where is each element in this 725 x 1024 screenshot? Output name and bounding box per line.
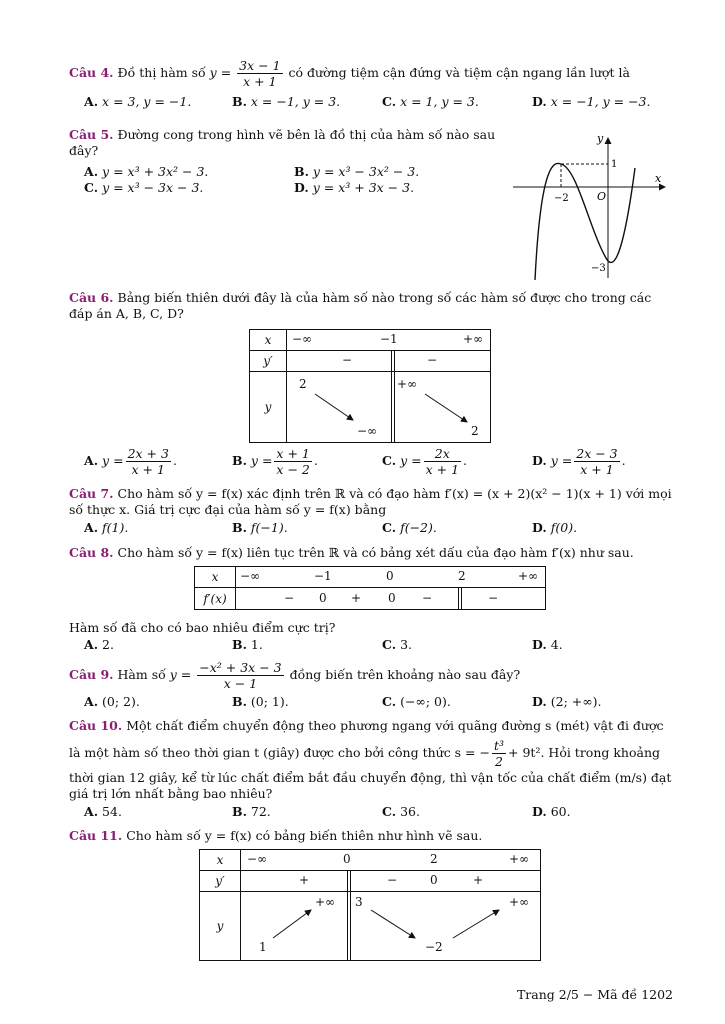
fraction [197, 660, 283, 691]
sign: + [351, 591, 362, 605]
x-value: +∞ [518, 569, 539, 583]
question-10 [69, 718, 674, 734]
question-10-line2 [69, 738, 674, 769]
question-number: Câu 7. [69, 486, 114, 501]
question-text: Cho hàm số y = f(x) liên tục trên ℝ và có bảng xét dấu của đạo hàm f′(x) như sau. [117, 545, 634, 560]
option-text: f(−2). [400, 520, 437, 535]
arrow-down [371, 910, 415, 938]
option-text: 2. [102, 637, 114, 652]
option-label: B. [232, 637, 247, 652]
question-number: Câu 4. [69, 65, 114, 80]
question-text: Đường cong trong hình vẽ bên là đồ thị của hàm số nào sau đây? [69, 127, 496, 158]
x-mark-label: −2 [554, 193, 569, 204]
y-label: y [200, 892, 241, 961]
option-label: B. [232, 94, 247, 109]
formula: y = [169, 667, 192, 682]
option-text: y = x³ + 3x² − 3. [102, 164, 209, 179]
numerator: x + 1 [276, 446, 310, 461]
sign: − [488, 591, 499, 605]
option-b[interactable] [232, 694, 289, 709]
option-d[interactable] [532, 637, 563, 652]
denominator: x + 1 [580, 462, 614, 477]
option-text: y = x³ − 3x − 3. [102, 180, 204, 195]
option-text: 3. [400, 637, 413, 652]
fraction [274, 446, 311, 477]
option-label: A. [84, 94, 99, 109]
y-mark-bottom: −3 [591, 263, 606, 274]
question-10-line3: thời gian 12 giây, kể từ lúc chất điểm bắt đầu chuyển động, thì vận tốc của chất điểm (m/s) đạt giá trị lớn nhất bằng bao nhiêu? [69, 770, 672, 801]
x-label: x [200, 850, 241, 871]
question-text: là một hàm số theo thời gian t (giây) được cho bởi công thức s = − [69, 745, 490, 760]
fraction [126, 446, 171, 477]
option-a[interactable] [84, 164, 208, 179]
double-bar [391, 351, 395, 371]
option-c[interactable] [382, 94, 479, 109]
option-label: D. [532, 520, 547, 535]
fraction [237, 58, 282, 89]
option-text: y = x³ − 3x² − 3. [312, 164, 420, 179]
option-text: x = −1, y = −3. [550, 94, 651, 109]
option-label: C. [382, 520, 397, 535]
x-value: −∞ [247, 852, 268, 866]
denominator: x − 2 [276, 462, 310, 477]
question-5 [69, 127, 499, 159]
x-value: −1 [380, 332, 398, 346]
option-a[interactable] [84, 804, 122, 819]
y-value: 1 [259, 940, 267, 954]
option-lhs: y = [400, 453, 422, 468]
option-b[interactable] [232, 520, 288, 535]
question-number: Câu 5. [69, 127, 114, 142]
cubic-graph [505, 128, 680, 286]
yp-row [287, 351, 491, 372]
double-bar [458, 588, 462, 609]
yp-label: y′ [250, 351, 287, 372]
option-label: D. [532, 804, 547, 819]
option-lhs: y = [250, 453, 273, 468]
option-b[interactable]: B. y = $\frac{x + 1}{x - 2}$ . [232, 446, 318, 477]
option-a[interactable] [84, 694, 140, 709]
denominator: x + 1 [131, 462, 165, 477]
question-number: Câu 11. [69, 828, 123, 843]
question-number: Câu 8. [69, 545, 114, 560]
option-b[interactable] [294, 164, 419, 179]
option-a[interactable] [84, 637, 114, 652]
numerator: t³ [493, 738, 505, 753]
option-b[interactable] [232, 94, 340, 109]
option-d[interactable] [532, 804, 571, 819]
option-text: 1. [250, 637, 263, 652]
y-label: y [250, 372, 287, 443]
option-lhs: y = [102, 453, 124, 468]
curve [535, 163, 635, 280]
question-number: Câu 10. [69, 718, 123, 733]
x-value: 0 [343, 852, 351, 866]
x-row [241, 850, 541, 871]
y-axis-label: y [597, 132, 604, 145]
option-text: 54. [102, 804, 122, 819]
question-7 [69, 486, 674, 518]
numerator: 2x [424, 446, 461, 462]
option-label: C. [382, 94, 397, 109]
option-label: B. [232, 694, 247, 709]
y-value: −∞ [357, 424, 378, 438]
option-label: D. [532, 637, 547, 652]
option-text: x = 1, y = 3. [400, 94, 479, 109]
x-value: −∞ [292, 332, 313, 346]
origin-label: O [597, 190, 607, 203]
option-text: 4. [550, 637, 563, 652]
option-lhs: y = [550, 453, 573, 468]
fp-row [236, 588, 546, 610]
sign: + [299, 873, 310, 887]
option-d[interactable] [532, 694, 602, 709]
x-value: 2 [430, 852, 438, 866]
question-4 [69, 58, 674, 89]
question-text: + 9t². Hỏi trong khoảng [508, 745, 661, 760]
y-value: 2 [471, 424, 479, 438]
option-label: C. [382, 694, 397, 709]
arrow-up [453, 910, 499, 938]
option-a[interactable] [84, 94, 191, 109]
denominator: x + 1 [243, 74, 277, 89]
option-a[interactable]: A. y = $\frac{2x + 3}{x + 1}$ . [84, 446, 177, 477]
y-value: 2 [299, 377, 307, 391]
option-c[interactable] [382, 520, 437, 535]
sign: + [473, 873, 484, 887]
sign: − [427, 353, 438, 367]
option-text: (−∞; 0). [400, 694, 451, 709]
option-label: D. [532, 694, 547, 709]
yp-label: y′ [200, 871, 241, 892]
question-number: Câu 9. [69, 667, 114, 682]
question-9 [69, 660, 674, 691]
option-text: f(1). [102, 520, 129, 535]
option-label: B. [294, 164, 309, 179]
option-b[interactable] [232, 637, 263, 652]
option-label: D. [294, 180, 309, 195]
question-text: Đồ thị hàm số [117, 65, 206, 80]
option-d[interactable] [294, 180, 414, 195]
question-8-prompt: Hàm số đã cho có bao nhiêu điểm cực trị? [69, 620, 336, 635]
variation-table [249, 329, 491, 443]
option-label: A. [84, 637, 99, 652]
option-d[interactable] [532, 94, 650, 109]
option-text: x = −1, y = 3. [250, 94, 341, 109]
numerator: −x² + 3x − 3 [199, 660, 282, 675]
question-text: Hàm số [117, 667, 166, 682]
denominator: 2 [495, 754, 503, 769]
double-bar [347, 871, 351, 891]
question-text: Một chất điểm chuyển động theo phương ngang với quãng đường s (mét) vật đi được [126, 718, 664, 733]
zero: 0 [430, 873, 438, 887]
y-row [287, 372, 491, 443]
page-footer: Trang 2/5 − Mã đề 1202 [516, 987, 673, 1002]
x-label: x [250, 330, 287, 351]
yp-row [241, 871, 541, 892]
option-label: A. [84, 804, 99, 819]
arrow-down [425, 394, 467, 422]
denominator: x − 1 [223, 676, 258, 691]
x-label: x [195, 567, 236, 588]
fraction [492, 738, 506, 769]
arrow-up [273, 910, 311, 938]
fp-label: f′(x) [195, 588, 236, 610]
option-text: 36. [400, 804, 420, 819]
option-label: A. [84, 453, 99, 468]
option-label: D. [532, 94, 547, 109]
variation-table [199, 849, 541, 961]
zero: 0 [388, 591, 396, 605]
option-c[interactable] [382, 637, 412, 652]
sign-table [194, 566, 546, 610]
question-8 [69, 545, 674, 561]
zero: 0 [319, 591, 327, 605]
arrows [287, 372, 492, 442]
option-text: x = 3, y = −1. [102, 94, 192, 109]
question-text: Bảng biến thiên dưới đây là của hàm số nào trong số các hàm số được cho trong các đáp án A, B, C, D? [69, 290, 652, 321]
y-value: −2 [425, 940, 443, 954]
option-label: B. [232, 804, 247, 819]
question-11 [69, 828, 674, 844]
option-text: f(0). [550, 520, 578, 535]
question-6 [69, 290, 674, 322]
numerator: 2x + 3 [127, 446, 169, 461]
option-d[interactable]: D. y = $\frac{2x - 3}{x + 1}$ . [532, 446, 626, 477]
sign: − [422, 591, 433, 605]
x-value: 0 [386, 569, 394, 583]
x-value: 2 [458, 569, 466, 583]
y-value: +∞ [397, 377, 418, 391]
x-value: −1 [314, 569, 332, 583]
option-a[interactable] [84, 520, 128, 535]
x-value: +∞ [463, 332, 484, 346]
fraction [574, 446, 619, 477]
option-text: (2; +∞). [550, 694, 602, 709]
option-label: D. [532, 453, 547, 468]
x-row [287, 330, 491, 351]
option-text: y = x³ + 3x − 3. [312, 180, 415, 195]
arrow-down [315, 394, 353, 420]
x-row [236, 567, 546, 588]
option-text: 60. [550, 804, 571, 819]
x-value: −∞ [240, 569, 261, 583]
option-d[interactable] [532, 520, 577, 535]
option-text: (0; 2). [102, 694, 140, 709]
y-value: +∞ [509, 895, 530, 909]
question-text: có đường tiệm cận đứng và tiệm cận ngang lần lượt là [288, 65, 630, 80]
question-number: Câu 6. [69, 290, 114, 305]
option-text: (0; 1). [250, 694, 289, 709]
numerator: 2x − 3 [576, 446, 618, 461]
option-label: B. [232, 453, 247, 468]
option-label: A. [84, 164, 99, 179]
x-value: +∞ [509, 852, 530, 866]
option-label: A. [84, 520, 99, 535]
option-label: C. [84, 180, 99, 195]
option-c[interactable] [382, 694, 451, 709]
option-c[interactable]: C. y = $\frac{2x}{x + 1}$ . [382, 446, 468, 477]
sign: − [284, 591, 295, 605]
option-label: B. [232, 520, 247, 535]
fraction [424, 446, 461, 477]
denominator: x + 1 [425, 462, 460, 477]
option-text: f(−1). [250, 520, 288, 535]
arrows [241, 892, 541, 960]
option-label: C. [382, 637, 397, 652]
option-c[interactable] [382, 804, 420, 819]
y-value: 3 [355, 895, 363, 909]
sign: − [342, 353, 353, 367]
y-value: +∞ [315, 895, 336, 909]
x-axis-label: x [655, 172, 662, 185]
question-text: Cho hàm số y = f(x) xác định trên ℝ và có đạo hàm f′(x) = (x + 2)(x² − 1)(x + 1) với mọi số thực x. Giá trị cực đại của hàm số y = f(x) bằng [69, 486, 672, 517]
option-label: C. [382, 453, 397, 468]
y-row [241, 892, 541, 961]
formula: y = [209, 65, 232, 80]
option-text: 72. [250, 804, 271, 819]
option-c[interactable] [84, 180, 203, 195]
numerator: 3x − 1 [239, 58, 281, 73]
option-b[interactable] [232, 804, 271, 819]
question-text: đồng biến trên khoảng nào sau đây? [289, 667, 521, 682]
sign: − [387, 873, 398, 887]
option-label: C. [382, 804, 397, 819]
option-label: A. [84, 694, 99, 709]
question-text: Cho hàm số y = f(x) có bảng biến thiên như hình vẽ sau. [126, 828, 483, 843]
y-mark-top: 1 [611, 159, 618, 170]
